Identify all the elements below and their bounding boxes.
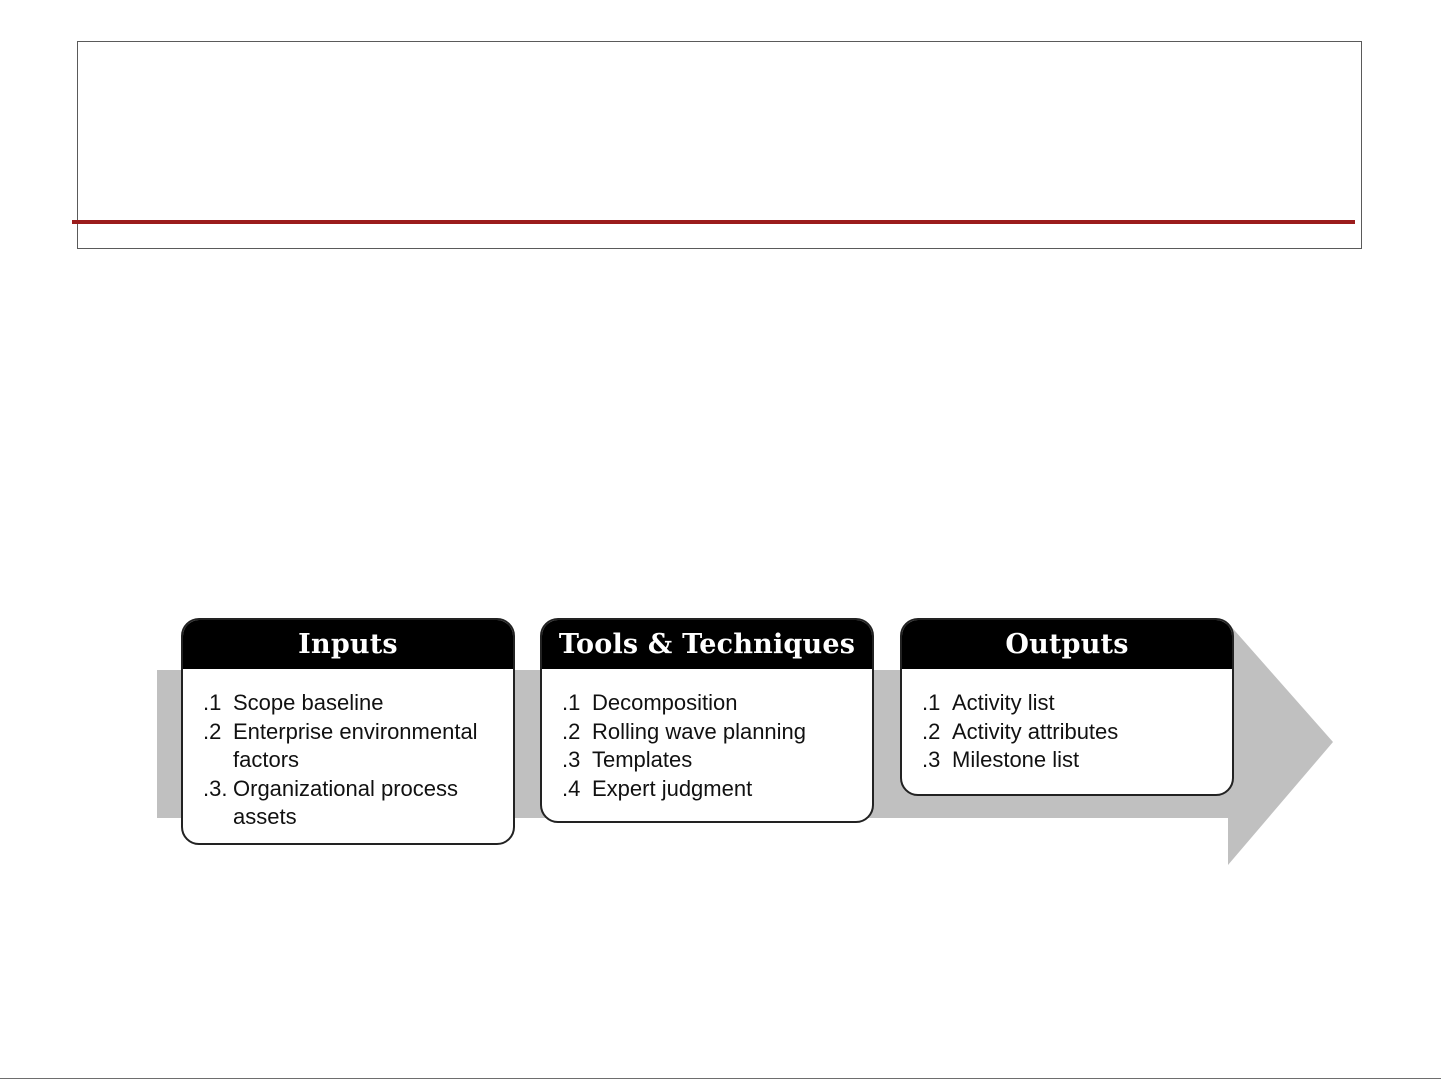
item-number: .2	[203, 718, 222, 744]
item-text: Organizational process assets	[233, 775, 459, 829]
item-text: Scope baseline	[233, 690, 384, 715]
outputs-box-header: Outputs	[902, 620, 1232, 669]
item-text: Rolling wave planning	[592, 718, 807, 744]
item-text: Templates	[592, 747, 693, 772]
item-text: Activity list	[952, 690, 1055, 715]
list-item	[562, 718, 864, 747]
item-text: Expert judgment	[592, 775, 753, 801]
item-number: .3.	[203, 775, 228, 801]
item-number: .2	[922, 718, 941, 744]
list-item	[922, 718, 1224, 747]
list-item	[562, 775, 864, 804]
item-number: .1	[922, 690, 941, 715]
item-text: Decomposition	[592, 690, 738, 715]
list-item	[203, 718, 505, 775]
item-number: .4	[562, 775, 581, 801]
list-item	[562, 689, 864, 718]
tools-techniques-box	[540, 618, 874, 823]
tools-techniques-list	[542, 669, 872, 803]
item-number: .2	[562, 718, 581, 744]
list-item	[922, 746, 1224, 775]
inputs-box-header: Inputs	[183, 620, 513, 669]
list-item	[203, 689, 505, 718]
item-number: .1	[562, 690, 581, 715]
list-item	[562, 746, 864, 775]
inputs-list	[183, 669, 513, 832]
item-number: .3	[562, 747, 581, 772]
item-text: Milestone list	[952, 747, 1080, 772]
item-number: .3	[922, 747, 941, 772]
item-text: Enterprise environmental factors	[233, 718, 478, 772]
slide-bottom-rule	[0, 1078, 1441, 1079]
item-number: .1	[203, 690, 222, 715]
outputs-list	[902, 669, 1232, 775]
tools-techniques-box-header: Tools & Techniques	[542, 620, 872, 669]
outputs-box	[900, 618, 1234, 796]
list-item	[203, 775, 505, 832]
item-text: Activity attributes	[952, 718, 1119, 744]
list-item	[922, 689, 1224, 718]
inputs-box	[181, 618, 515, 845]
